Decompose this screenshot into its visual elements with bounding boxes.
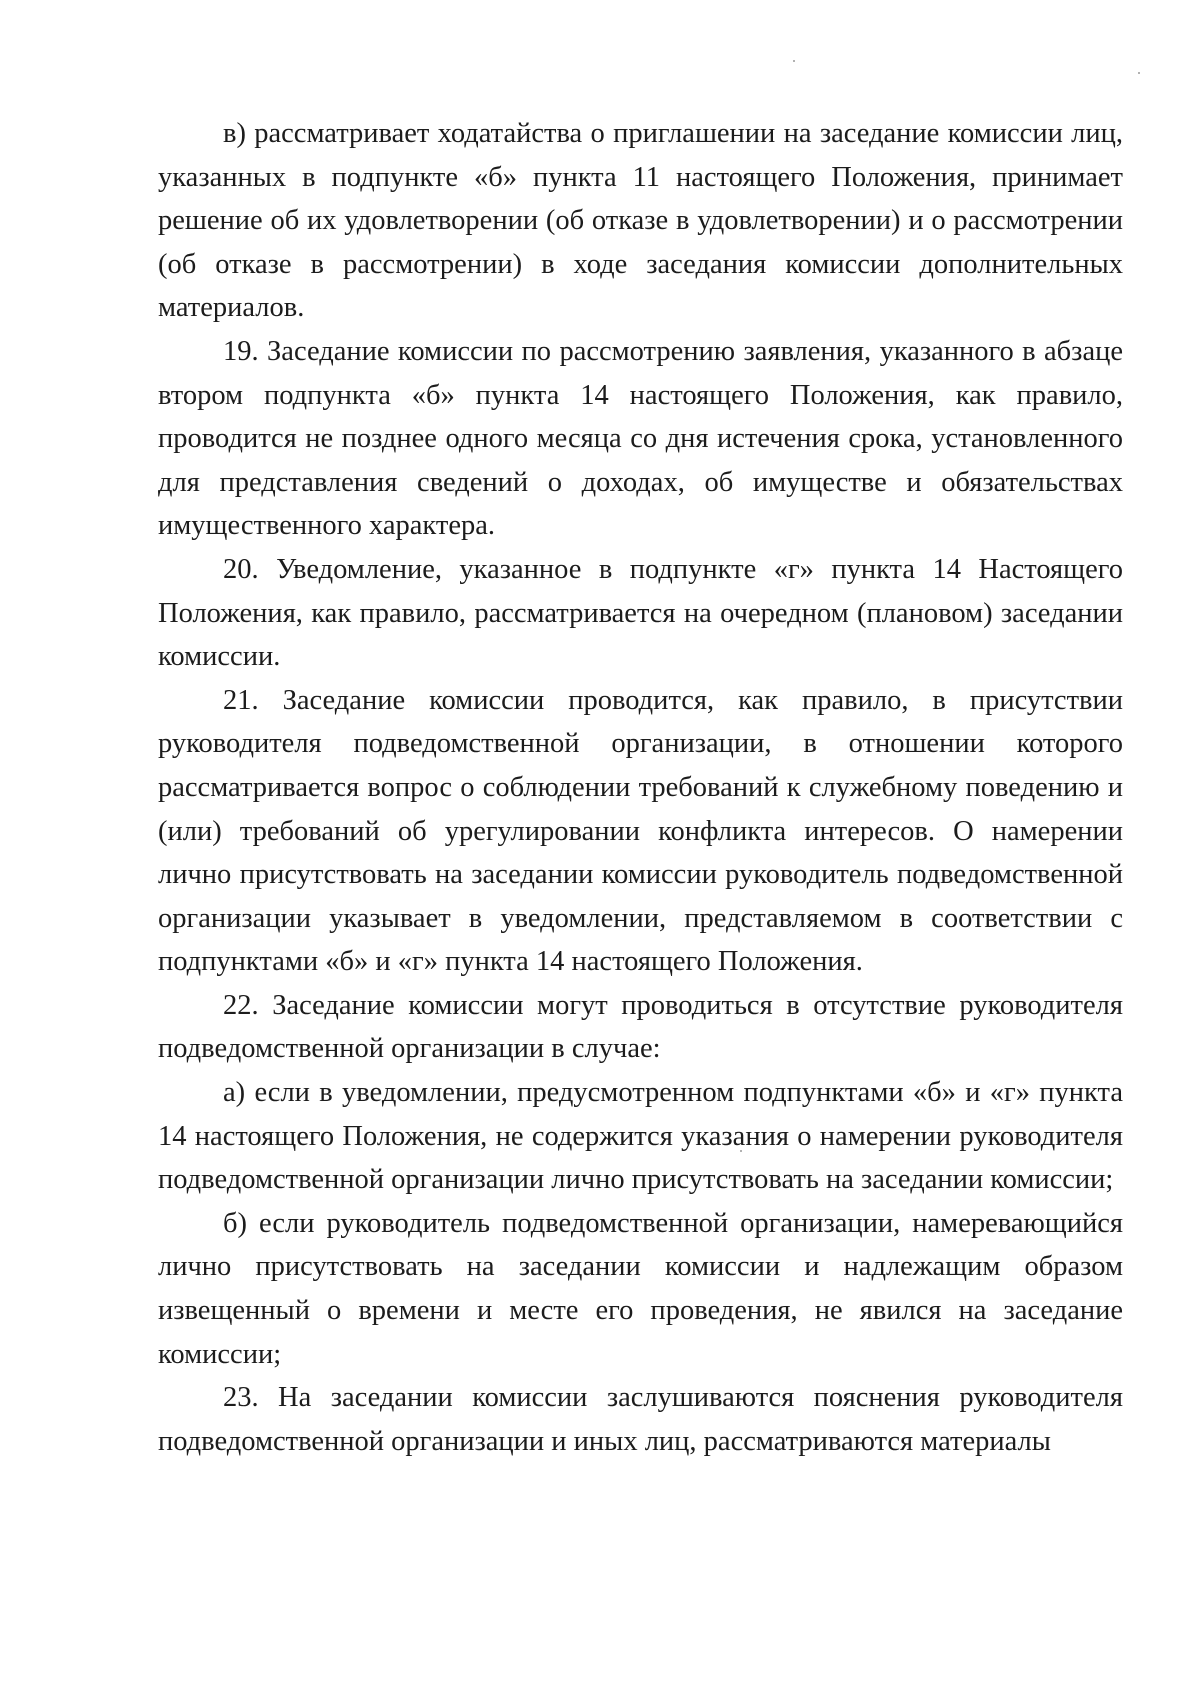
paragraph-23: 23. На заседании комиссии заслушиваются пояснения руководителя подведомственной организации и иных лиц, рассматриваются материалы bbox=[158, 1382, 1123, 1457]
document-body bbox=[158, 112, 1123, 1463]
paragraph-22: 22. Заседание комиссии могут проводиться в отсутствие руководителя подведомственной организации в случае: bbox=[158, 989, 1123, 1065]
paragraph-19: 19. Заседание комиссии по рассмотрению заявления, указанного в абзаце втором подпункта «б» пункта 14 настоящего Положения, как правило, проводится не позднее одного месяца со дня истечения срока, установленного для представления сведений о доходах, об имуществе и обязательствах имущественного характера. bbox=[158, 335, 1123, 542]
paragraph-22-item-a: а) если в уведомлении, предусмотренном подпунктами «б» и «г» пункта 14 настоящего Положения, не содержится указания о намерении руководителя подведомственной организации лично присутствовать на заседании комиссии; bbox=[158, 1077, 1123, 1196]
paragraph-item-v: в) рассматривает ходатайства о приглашении на заседание комиссии лиц, указанных в подпункте «б» пункта 11 настоящего Положения, принимает решение об их удовлетворении (об отказе в удовлетворении) и о рассмотрении (об отказе в рассмотрении) в ходе заседания комиссии дополнительных материалов. bbox=[158, 118, 1123, 324]
scan-speck bbox=[1138, 72, 1140, 74]
paragraph-20: 20. Уведомление, указанное в подпункте «г» пункта 14 Настоящего Положения, как правило, рассматривается на очередном (плановом) заседании комиссии. bbox=[158, 553, 1123, 673]
scan-speck bbox=[793, 60, 795, 62]
paragraph-22-item-b: б) если руководитель подведомственной организации, намеревающийся лично присутствовать на заседании комиссии и надлежащим образом извещенный о времени и месте его проведения, не явился на заседание комиссии; bbox=[158, 1207, 1123, 1370]
paragraph-21: 21. Заседание комиссии проводится, как правило, в присутствии руководителя подведомственной организации, в отношении которого рассматривается вопрос о соблюдении требований к служебному поведению и (или) требований об урегулировании конфликта интересов. О намерении лично присутствовать на заседании комиссии руководитель подведомственной организации указывает в уведомлении, представляемом в соответствии с подпунктами «б» и «г» пункта 14 настоящего Положения. bbox=[158, 684, 1123, 978]
